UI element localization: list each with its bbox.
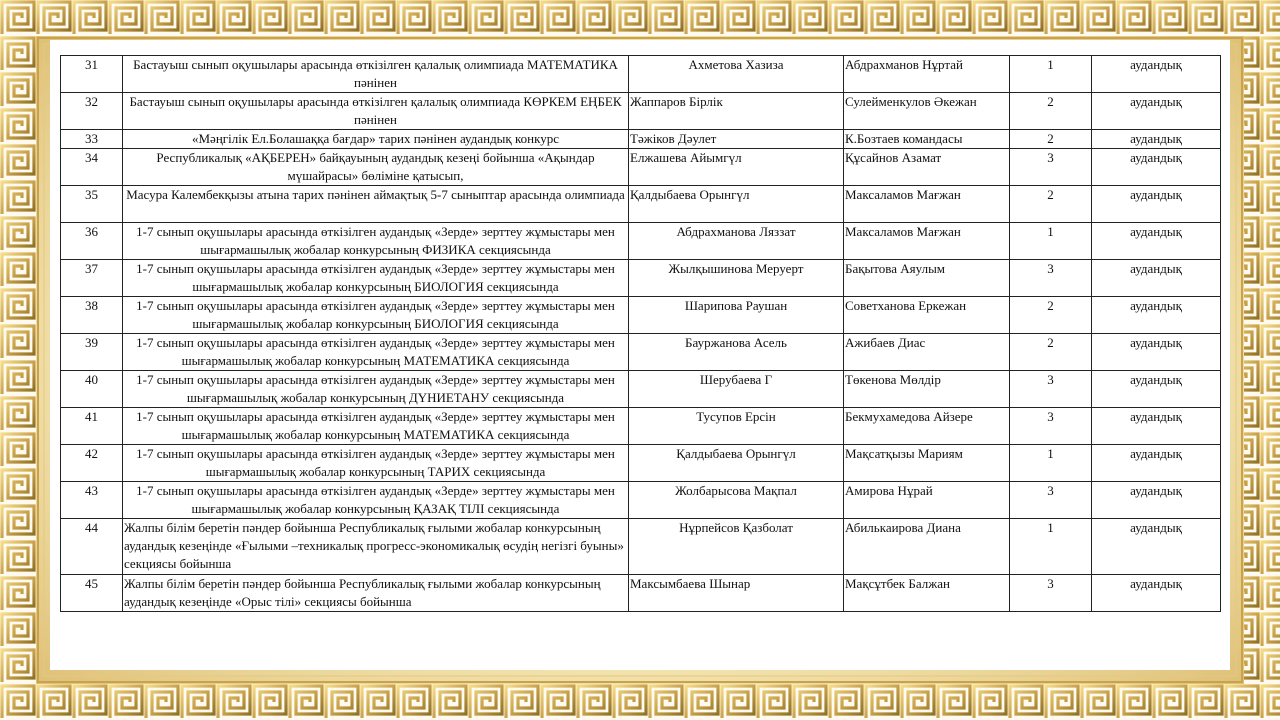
table-row [61, 408, 1221, 445]
student-cell: Бақытова Аяулым [844, 260, 1010, 297]
row-number: 38 [61, 297, 123, 334]
teacher-cell: Максымбаева Шынар [629, 575, 844, 612]
event-cell: Масура Калембекқызы атына тарих пәнінен аймақтық 5-7 сыныптар арасында олимпиада [123, 186, 629, 223]
place-cell: 2 [1010, 93, 1092, 130]
table-row [61, 519, 1221, 575]
student-cell: Амирова Нұрай [844, 482, 1010, 519]
row-number: 44 [61, 519, 123, 575]
row-number: 35 [61, 186, 123, 223]
level-cell: аудандық [1092, 482, 1221, 519]
place-cell: 2 [1010, 130, 1092, 149]
teacher-cell: Нұрпейсов Қазболат [629, 519, 844, 575]
row-number: 37 [61, 260, 123, 297]
table-row [61, 149, 1221, 186]
table-row [61, 186, 1221, 223]
table-row [61, 56, 1221, 93]
place-cell: 2 [1010, 186, 1092, 223]
place-cell: 2 [1010, 297, 1092, 334]
event-cell: Жалпы білім беретін пәндер бойынша Республикалық ғылыми жобалар конкурсының аудандық кезеңінде «Ғылыми –техникалық прогресс-экономикалық өсудің негізгі буыны» секциясы бойынша [123, 519, 629, 575]
table-row [61, 371, 1221, 408]
place-cell: 3 [1010, 260, 1092, 297]
student-cell: Максаламов Мағжан [844, 186, 1010, 223]
teacher-cell: Елжашева Айымгүл [629, 149, 844, 186]
row-number: 43 [61, 482, 123, 519]
event-cell: 1-7 сынып оқушылары арасында өткізілген аудандық «Зерде» зерттеу жұмыстары мен шығармашылық жобалар конкурсының МАТЕМАТИКА секциясында [123, 408, 629, 445]
event-cell: Жалпы білім беретін пәндер бойынша Республикалық ғылыми жобалар конкурсының аудандық кезеңінде «Орыс тілі» секциясы бойынша [123, 575, 629, 612]
event-cell: Бастауыш сынып оқушылары арасында өткізілген қалалық олимпиада КӨРКЕМ ЕҢБЕК пәнінен [123, 93, 629, 130]
teacher-cell: Ахметова Хазиза [629, 56, 844, 93]
place-cell: 1 [1010, 445, 1092, 482]
row-number: 39 [61, 334, 123, 371]
student-cell: Максаламов Мағжан [844, 223, 1010, 260]
event-cell: 1-7 сынып оқушылары арасында өткізілген аудандық «Зерде» зерттеу жұмыстары мен шығармашылық жобалар конкурсының БИОЛОГИЯ секциясында [123, 297, 629, 334]
level-cell: аудандық [1092, 519, 1221, 575]
event-cell: 1-7 сынып оқушылары арасында өткізілген аудандық «Зерде» зерттеу жұмыстары мен шығармашылық жобалар конкурсының ТАРИХ секциясында [123, 445, 629, 482]
teacher-cell: Тусупов Ерсін [629, 408, 844, 445]
results-table-body [61, 56, 1221, 612]
row-number: 45 [61, 575, 123, 612]
place-cell: 3 [1010, 575, 1092, 612]
table-row [61, 334, 1221, 371]
row-number: 31 [61, 56, 123, 93]
row-number: 42 [61, 445, 123, 482]
level-cell: аудандық [1092, 575, 1221, 612]
event-cell: 1-7 сынып оқушылары арасында өткізілген аудандық «Зерде» зерттеу жұмыстары мен шығармашылық жобалар конкурсының ФИЗИКА секциясында [123, 223, 629, 260]
row-number: 40 [61, 371, 123, 408]
teacher-cell: Шарипова Раушан [629, 297, 844, 334]
teacher-cell: Жолбарысова Мақпал [629, 482, 844, 519]
row-number: 34 [61, 149, 123, 186]
place-cell: 1 [1010, 223, 1092, 260]
place-cell: 3 [1010, 408, 1092, 445]
teacher-cell: Жылқышинова Меруерт [629, 260, 844, 297]
student-cell: К.Бозтаев командасы [844, 130, 1010, 149]
level-cell: аудандық [1092, 130, 1221, 149]
level-cell: аудандық [1092, 334, 1221, 371]
event-cell: Республикалық «АҚБЕРЕН» байқауының аудандық кезеңі бойынша «Ақындар мүшайрасы» бөліміне қатысып, [123, 149, 629, 186]
place-cell: 3 [1010, 371, 1092, 408]
table-row [61, 482, 1221, 519]
level-cell: аудандық [1092, 371, 1221, 408]
student-cell: Советханова Еркежан [844, 297, 1010, 334]
place-cell: 1 [1010, 56, 1092, 93]
place-cell: 3 [1010, 149, 1092, 186]
table-row [61, 93, 1221, 130]
student-cell: Мақсұтбек Балжан [844, 575, 1010, 612]
event-cell: 1-7 сынып оқушылары арасында өткізілген аудандық «Зерде» зерттеу жұмыстары мен шығармашылық жобалар конкурсының МАТЕМАТИКА секциясында [123, 334, 629, 371]
level-cell: аудандық [1092, 56, 1221, 93]
place-cell: 2 [1010, 334, 1092, 371]
student-cell: Бекмухамедова Айзере [844, 408, 1010, 445]
level-cell: аудандық [1092, 408, 1221, 445]
student-cell: Құсайнов Азамат [844, 149, 1010, 186]
student-cell: Төкенова Мөлдір [844, 371, 1010, 408]
place-cell: 1 [1010, 519, 1092, 575]
event-cell: 1-7 сынып оқушылары арасында өткізілген аудандық «Зерде» зерттеу жұмыстары мен шығармашылық жобалар конкурсының БИОЛОГИЯ секциясында [123, 260, 629, 297]
student-cell: Мақсатқызы Мариям [844, 445, 1010, 482]
table-row [61, 575, 1221, 612]
student-cell: Абилькаирова Диана [844, 519, 1010, 575]
student-cell: Сулейменкулов Әкежан [844, 93, 1010, 130]
table-row [61, 130, 1221, 149]
row-number: 36 [61, 223, 123, 260]
table-row [61, 223, 1221, 260]
teacher-cell: Шерубаева Г [629, 371, 844, 408]
teacher-cell: Абдрахманова Ляззат [629, 223, 844, 260]
table-row [61, 445, 1221, 482]
level-cell: аудандық [1092, 445, 1221, 482]
level-cell: аудандық [1092, 149, 1221, 186]
table-row [61, 297, 1221, 334]
teacher-cell: Жаппаров Бірлік [629, 93, 844, 130]
row-number: 41 [61, 408, 123, 445]
teacher-cell: Қалдыбаева Орынгүл [629, 186, 844, 223]
event-cell: «Мәңгілік Ел.Болашаққа бағдар» тарих пәнінен аудандық конкурс [123, 130, 629, 149]
row-number: 33 [61, 130, 123, 149]
event-cell: Бастауыш сынып оқушылары арасында өткізілген қалалық олимпиада МАТЕМАТИКА пәнінен [123, 56, 629, 93]
level-cell: аудандық [1092, 260, 1221, 297]
teacher-cell: Қалдыбаева Орынгүл [629, 445, 844, 482]
event-cell: 1-7 сынып оқушылары арасында өткізілген аудандық «Зерде» зерттеу жұмыстары мен шығармашылық жобалар конкурсының ДҮНИЕТАНУ секциясында [123, 371, 629, 408]
level-cell: аудандық [1092, 93, 1221, 130]
results-table [60, 55, 1221, 612]
student-cell: Абдрахманов Нұртай [844, 56, 1010, 93]
table-row [61, 260, 1221, 297]
teacher-cell: Тәжіков Дәулет [629, 130, 844, 149]
student-cell: Ажибаев Диас [844, 334, 1010, 371]
row-number: 32 [61, 93, 123, 130]
level-cell: аудандық [1092, 223, 1221, 260]
place-cell: 3 [1010, 482, 1092, 519]
level-cell: аудандық [1092, 186, 1221, 223]
event-cell: 1-7 сынып оқушылары арасында өткізілген аудандық «Зерде» зерттеу жұмыстары мен шығармашылық жобалар конкурсының ҚАЗАҚ ТІЛІ секциясында [123, 482, 629, 519]
level-cell: аудандық [1092, 297, 1221, 334]
teacher-cell: Бауржанова Асель [629, 334, 844, 371]
